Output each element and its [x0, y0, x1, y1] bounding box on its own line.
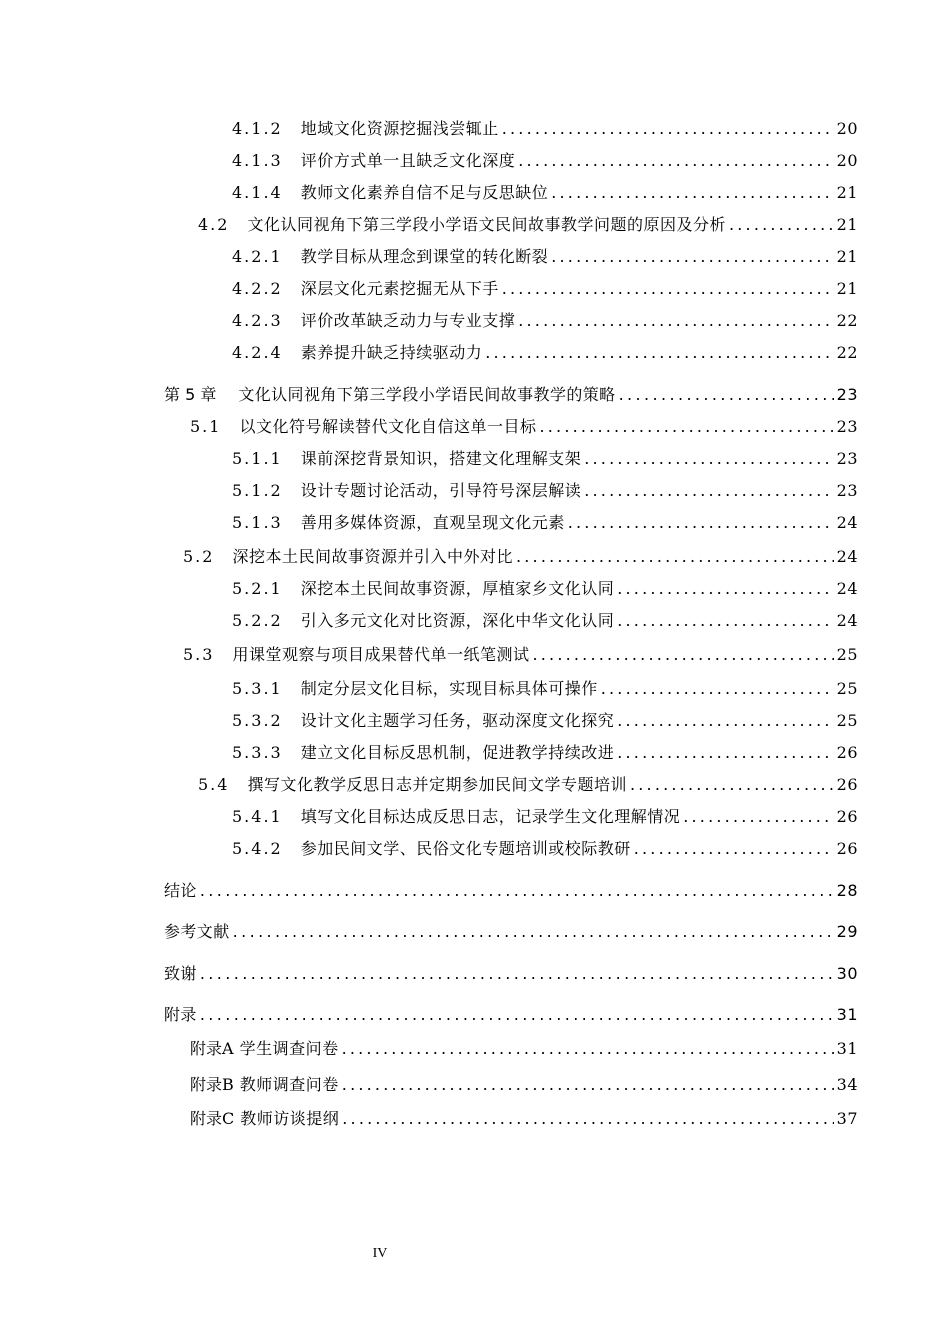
toc-entry-number: 第 5 章 — [164, 385, 217, 404]
dot-leader — [200, 880, 834, 902]
toc-entry-title: 地域文化资源挖掘浅尝辄止 — [300, 119, 499, 138]
toc-entry-number: 5.2.2 — [232, 611, 283, 630]
toc-entry[interactable] — [232, 182, 858, 204]
toc-entry-page: 25 — [836, 679, 858, 698]
dot-leader — [584, 480, 833, 502]
toc-entry[interactable] — [232, 678, 858, 700]
dot-leader — [516, 546, 834, 568]
dot-leader — [233, 921, 834, 943]
toc-entry-page: 25 — [836, 711, 858, 730]
toc-entry-title: 深挖本土民间故事资源，厚植家乡文化认同 — [300, 579, 615, 598]
dot-leader — [617, 610, 833, 632]
toc-entry-title: 教师文化素养自信不足与反思缺位 — [300, 183, 549, 202]
toc-entry-title: 用课堂观察与项目成果替代单一纸笔测试 — [232, 645, 530, 664]
dot-leader — [584, 448, 833, 470]
toc-entry-page: 20 — [836, 151, 858, 170]
toc-entry-number: 5.2.1 — [232, 579, 283, 598]
toc-entry[interactable] — [232, 448, 858, 470]
toc-entry-number: 4.2.3 — [232, 311, 283, 330]
toc-entry-title: 填写文化目标达成反思日志，记录学生文化理解情况 — [300, 807, 681, 826]
toc-entry[interactable] — [232, 578, 858, 600]
dot-leader — [502, 278, 834, 300]
toc-entry-title: 建立文化目标反思机制，促进教学持续改进 — [300, 743, 615, 762]
toc-entry-number: 5.3 — [183, 645, 215, 664]
toc-entry[interactable] — [232, 710, 858, 732]
dot-leader — [551, 246, 833, 268]
toc-entry-title: 学生调查问卷 — [239, 1039, 339, 1058]
dot-leader — [551, 182, 833, 204]
dot-leader — [601, 678, 834, 700]
toc-entry-page: 23 — [836, 481, 858, 500]
toc-entry[interactable] — [232, 838, 858, 860]
toc-entry[interactable] — [232, 806, 858, 828]
toc-entry[interactable] — [232, 742, 858, 764]
toc-entry-page: 24 — [836, 513, 858, 532]
toc-entry-title: 引入多元文化对比资源，深化中华文化认同 — [300, 611, 615, 630]
toc-entry-title: 以文化符号解读替代文化自信这单一目标 — [239, 417, 537, 436]
dot-leader — [502, 118, 834, 140]
toc-entry-title: 素养提升缺乏持续驱动力 — [300, 343, 483, 362]
dot-leader — [634, 838, 834, 860]
toc-entry-page: 31 — [836, 1039, 858, 1058]
toc-entry-number: 4.1.2 — [232, 119, 283, 138]
dot-leader — [617, 742, 833, 764]
toc-entry-title: 设计专题讨论活动，引导符号深层解读 — [300, 481, 582, 500]
toc-entry-page: 20 — [836, 119, 858, 138]
toc-entry[interactable] — [164, 963, 858, 985]
toc-entry-number: 4.1.3 — [232, 151, 283, 170]
dot-leader — [539, 416, 833, 438]
toc-entry-number: 5.2 — [183, 547, 215, 566]
toc-entry[interactable] — [232, 118, 858, 140]
toc-entry-title: 评价方式单一且缺乏文化深度 — [300, 151, 516, 170]
toc-entry-number: 4.2.1 — [232, 247, 283, 266]
toc-entry-page: 31 — [836, 1005, 858, 1024]
toc-entry-number: 5.3.2 — [232, 711, 283, 730]
toc-entry[interactable] — [190, 416, 858, 438]
toc-entry[interactable] — [190, 1038, 858, 1060]
toc-entry[interactable] — [183, 644, 858, 666]
dot-leader — [729, 214, 834, 236]
toc-entry-page: 25 — [836, 645, 858, 664]
toc-entry-title: 教师调查问卷 — [239, 1075, 339, 1094]
page-number: IV — [372, 1246, 388, 1261]
toc-entry-page: 24 — [836, 547, 858, 566]
toc-entry-title: 附录 — [164, 1005, 197, 1024]
toc-entry[interactable] — [190, 1074, 858, 1096]
toc-entry-number: 5.4 — [198, 775, 230, 794]
toc-entry-number: 4.2 — [198, 215, 230, 234]
toc-entry-title: 参加民间文学、民俗文化专题培训或校际教研 — [300, 839, 631, 858]
toc-entry[interactable] — [232, 246, 858, 268]
toc-entry[interactable] — [232, 150, 858, 172]
toc-entry-number: 附录A — [190, 1039, 234, 1058]
toc-entry-page: 26 — [836, 743, 858, 762]
dot-leader — [200, 1004, 834, 1026]
dot-leader — [200, 963, 834, 985]
dot-leader — [342, 1038, 834, 1060]
dot-leader — [619, 384, 834, 406]
toc-entry-page: 28 — [836, 881, 858, 900]
dot-leader — [617, 578, 833, 600]
toc-entry-page: 30 — [836, 964, 858, 983]
toc-entry-title: 制定分层文化目标，实现目标具体可操作 — [300, 679, 598, 698]
toc-entry-page: 29 — [836, 922, 858, 941]
toc-entry[interactable] — [164, 1004, 858, 1026]
dot-leader — [485, 342, 833, 364]
toc-entry-title: 文化认同视角下第三学段小学语文民间故事教学问题的原因及分析 — [247, 215, 726, 234]
toc-entry-title: 评价改革缺乏动力与专业支撑 — [300, 311, 516, 330]
toc-entry-page: 34 — [836, 1075, 858, 1094]
toc-entry-title: 课前深挖背景知识，搭建文化理解支架 — [300, 449, 582, 468]
dot-leader — [617, 710, 833, 732]
toc-entry[interactable] — [190, 1108, 858, 1130]
toc-entry-number: 4.2.4 — [232, 343, 283, 362]
toc-entry-title: 教学目标从理念到课堂的转化断裂 — [300, 247, 549, 266]
toc-entry-page: 21 — [836, 215, 858, 234]
toc-entry-page: 23 — [836, 417, 858, 436]
toc-entry-title: 深层文化元素挖掘无从下手 — [300, 279, 499, 298]
toc-entry[interactable] — [198, 214, 858, 236]
toc-entry-number: 5.3.1 — [232, 679, 283, 698]
toc-entry-page: 37 — [836, 1109, 858, 1128]
toc-entry[interactable] — [232, 610, 858, 632]
toc-entry-number: 5.1.2 — [232, 481, 283, 500]
toc-entry-page: 21 — [836, 279, 858, 298]
toc-entry-number: 附录B — [190, 1075, 234, 1094]
dot-leader — [568, 512, 834, 534]
toc-entry-title: 致谢 — [164, 964, 197, 983]
toc-entry[interactable] — [232, 512, 858, 534]
toc-entry-number: 5.3.3 — [232, 743, 283, 762]
toc-entry[interactable] — [183, 546, 858, 568]
dot-leader — [630, 774, 834, 796]
toc-entry-page: 23 — [836, 385, 858, 404]
toc-entry-page: 24 — [836, 579, 858, 598]
toc-entry-title: 深挖本土民间故事资源并引入中外对比 — [232, 547, 513, 566]
toc-entry-page: 22 — [836, 343, 858, 362]
toc-entry-number: 5.1 — [190, 417, 222, 436]
toc-entry-title: 设计文化主题学习任务，驱动深度文化探究 — [300, 711, 615, 730]
toc-entry-page: 22 — [836, 311, 858, 330]
toc-entry-number: 5.1.1 — [232, 449, 283, 468]
toc-entry-number: 5.4.2 — [232, 839, 283, 858]
toc-entry[interactable] — [232, 310, 858, 332]
toc-entry[interactable] — [164, 921, 858, 943]
dot-leader — [342, 1108, 833, 1130]
dot-leader — [683, 806, 833, 828]
toc-entry-number: 附录C — [190, 1109, 235, 1128]
toc-entry-page: 21 — [836, 183, 858, 202]
toc-entry-number: 5.4.1 — [232, 807, 283, 826]
toc-entry-title: 参考文献 — [164, 922, 230, 941]
toc-entry[interactable] — [232, 342, 858, 364]
toc-entry-page: 23 — [836, 449, 858, 468]
toc-entry-title: 撰写文化教学反思日志并定期参加民间文学专题培训 — [247, 775, 627, 794]
toc-entry-page: 26 — [836, 839, 858, 858]
toc-entry-title: 教师访谈提纲 — [240, 1109, 340, 1128]
toc-entry[interactable] — [164, 384, 858, 406]
toc-entry[interactable] — [232, 480, 858, 502]
toc-entry[interactable] — [164, 880, 858, 902]
toc-entry-page: 26 — [836, 775, 858, 794]
toc-entry-title: 文化认同视角下第三学段小学语民间故事教学的策略 — [238, 385, 616, 404]
dot-leader — [518, 310, 833, 332]
toc-entry-number: 4.1.4 — [232, 183, 283, 202]
dot-leader — [518, 150, 833, 172]
toc-entry-title: 善用多媒体资源，直观呈现文化元素 — [300, 513, 565, 532]
toc-entry-page: 26 — [836, 807, 858, 826]
toc-entry-page: 24 — [836, 611, 858, 630]
toc-entry[interactable] — [232, 278, 858, 300]
toc-entry-number: 4.2.2 — [232, 279, 283, 298]
toc-entry-number: 5.1.3 — [232, 513, 283, 532]
toc-entry[interactable] — [198, 774, 858, 796]
toc-entry-page: 21 — [836, 247, 858, 266]
dot-leader — [532, 644, 833, 666]
dot-leader — [342, 1074, 834, 1096]
toc-entry-title: 结论 — [164, 881, 197, 900]
